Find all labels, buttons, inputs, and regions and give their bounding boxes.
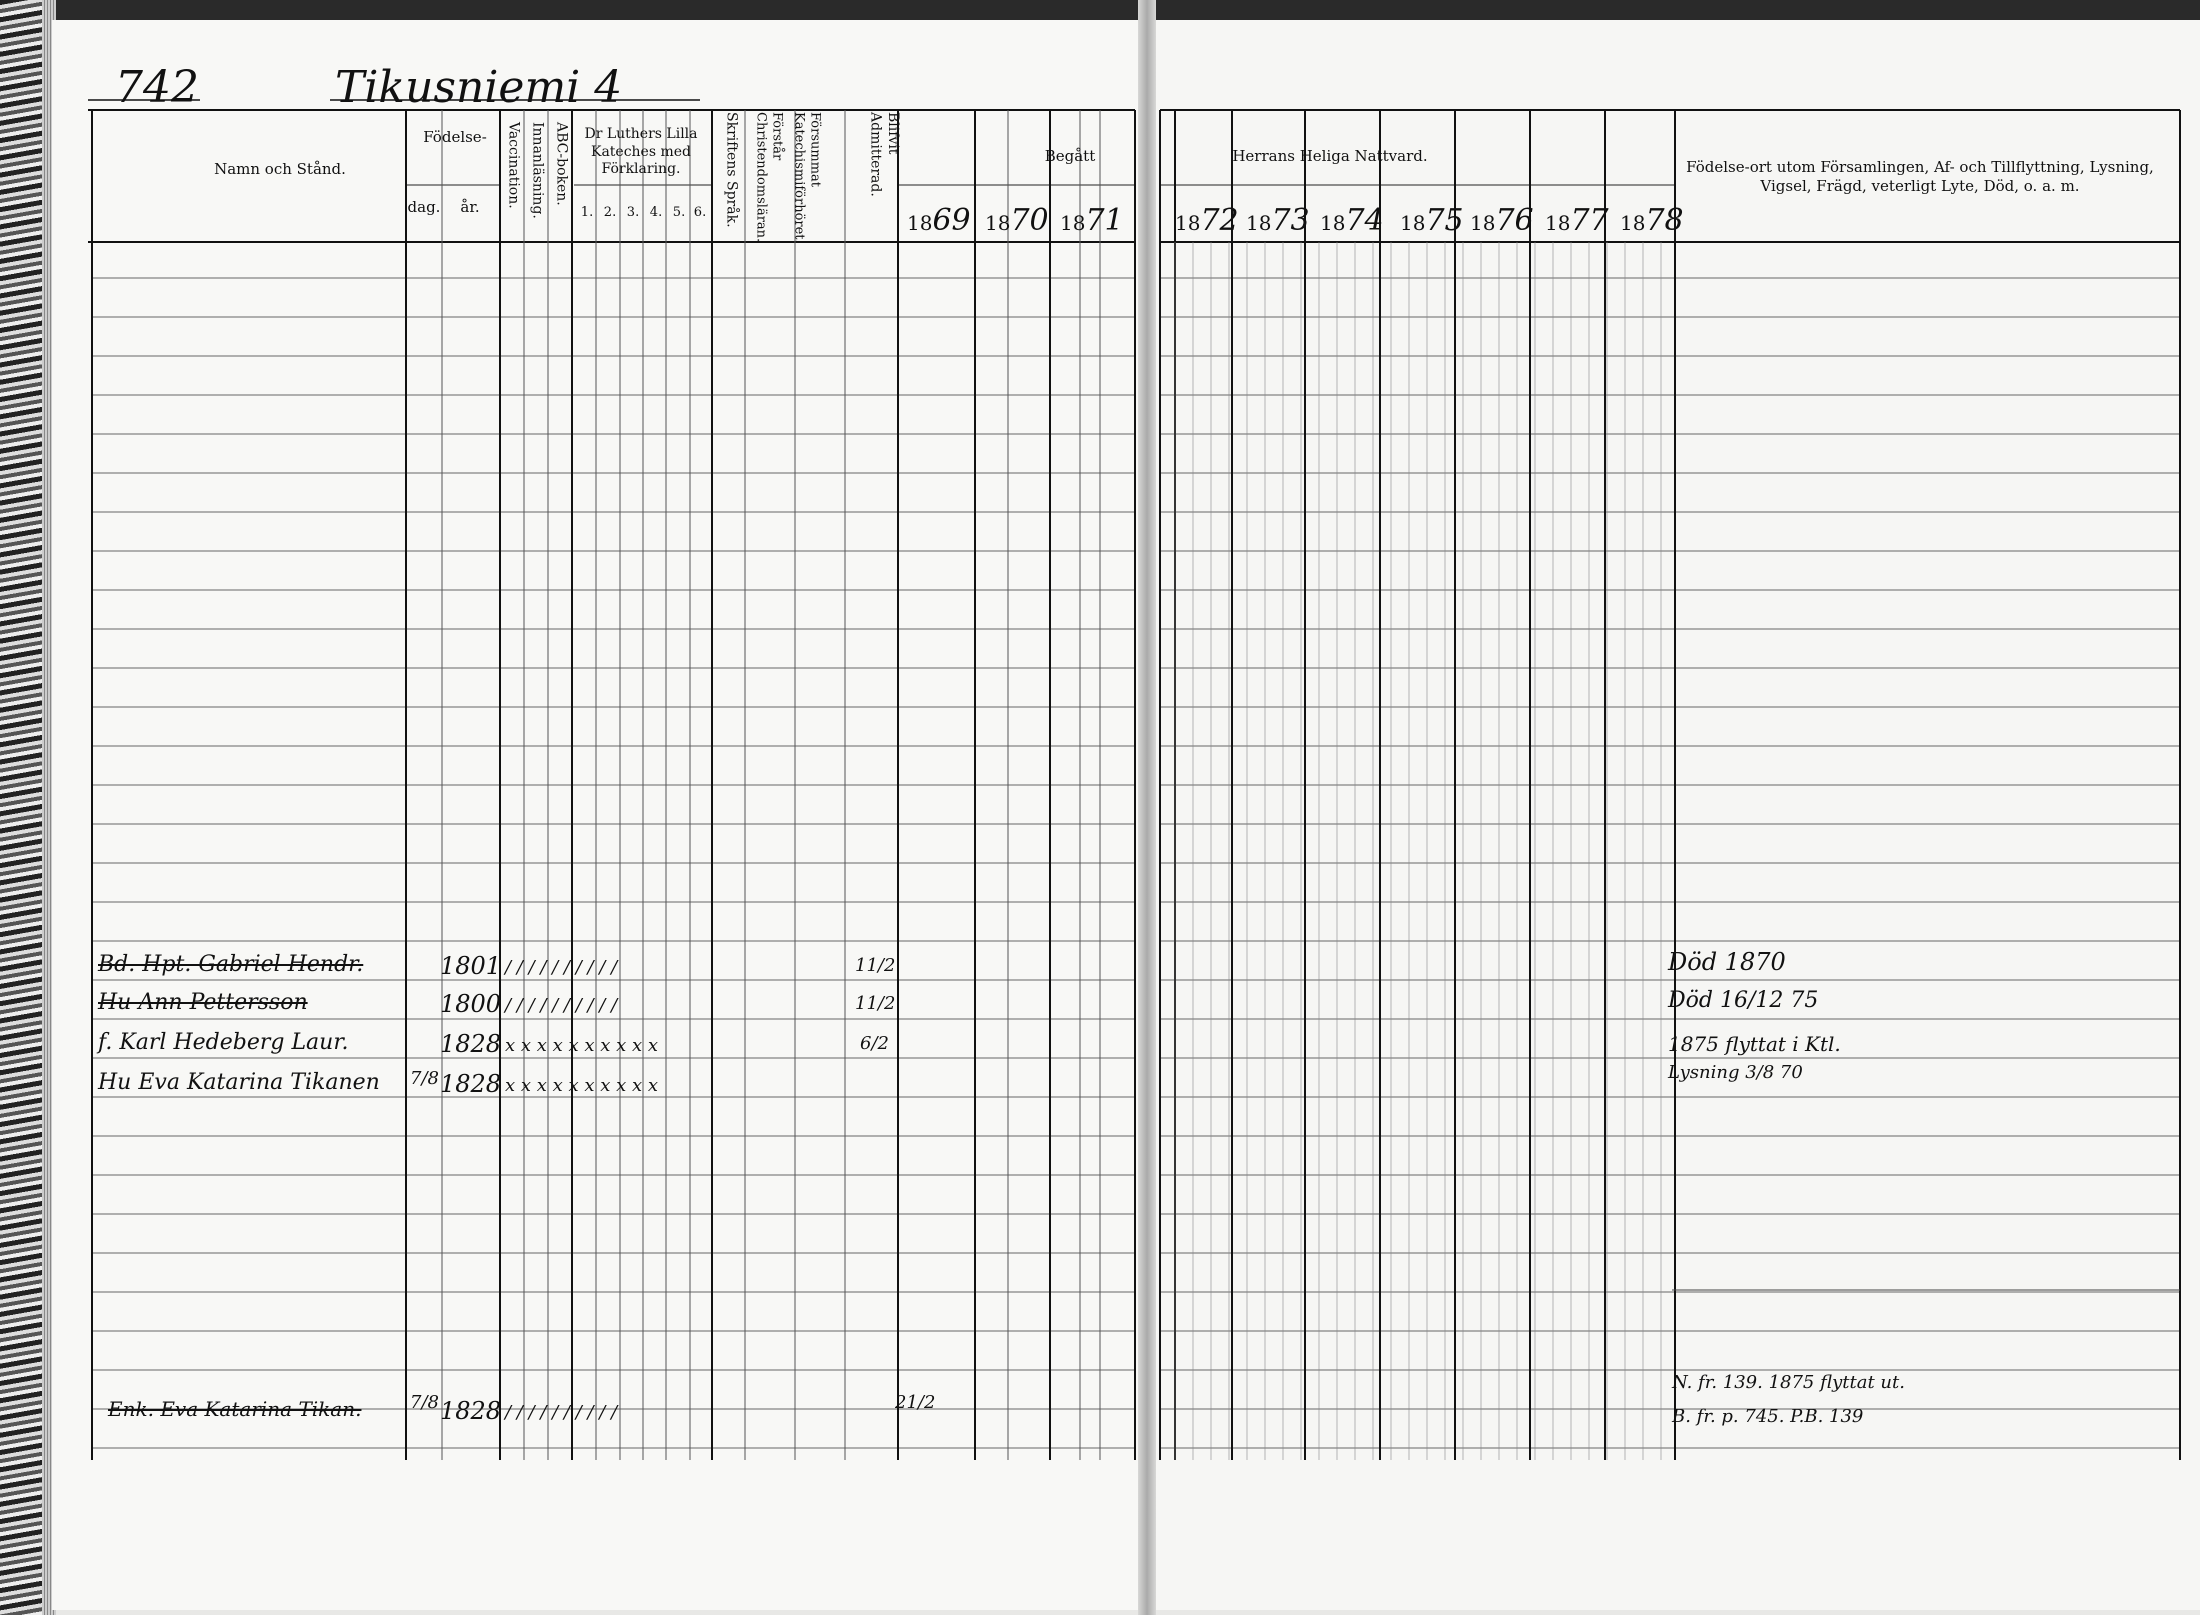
year-1875: 1875 <box>1400 203 1464 238</box>
year-1871: 1871 <box>1060 203 1124 238</box>
entry-3-note2: Lysning 3/8 70 <box>1668 1062 1803 1083</box>
entry-2-admitted: 11/2 <box>855 993 896 1014</box>
entry-5-admitted: 21/2 <box>895 1392 936 1413</box>
header-luther-4: 4. <box>649 205 663 220</box>
header-vaccination: Vaccination. <box>505 122 522 209</box>
entry-5-note2: B. fr. p. 745. P.B. 139 <box>1672 1406 1864 1427</box>
entry-3-note: 1875 flyttat i Ktl. <box>1668 1032 1841 1056</box>
entry-4-marks: x x x x x x x x x x <box>505 1075 659 1096</box>
header-abc: ABC-boken. <box>553 122 570 206</box>
entry-2-marks: / / / / / / / / / / <box>505 995 618 1016</box>
year-1869: 1869 <box>907 203 971 238</box>
year-1873: 1873 <box>1246 203 1310 238</box>
header-herrans: Herrans Heliga Nattvard. <box>1232 147 1428 165</box>
header-begatt: Begått <box>1044 147 1096 165</box>
entry-2-year: 1800 <box>440 990 502 1018</box>
entry-2-note: Död 16/12 75 <box>1668 988 1819 1013</box>
header-forsummat: Försummat Katechismiförhöret. <box>791 112 823 244</box>
entry-1-note: Död 1870 <box>1668 948 1786 976</box>
entry-1-marks: / / / / / / / / / / <box>505 957 618 978</box>
year-1872: 1872 <box>1175 203 1239 238</box>
entry-5-marks: / / / / / / / / / / <box>505 1402 618 1423</box>
header-ar: år. <box>460 198 480 216</box>
entry-1-admitted: 11/2 <box>855 955 896 976</box>
entry-2-name: Hu Ann Pettersson <box>98 990 308 1015</box>
header-luther-5: 5. <box>672 205 686 220</box>
header-luther-1: 1. <box>580 205 594 220</box>
entry-1-year: 1801 <box>440 952 502 980</box>
header-luther-2: 2. <box>603 205 617 220</box>
entry-4-name: Hu Eva Katarina Tikanen <box>98 1070 380 1095</box>
year-1877: 1877 <box>1545 203 1609 238</box>
header-luther: Dr Luthers Lilla Kateches med Förklaring. <box>584 126 698 177</box>
header-dag: dag. <box>407 198 441 216</box>
page-number: 742 <box>115 62 199 113</box>
header-fodelseort: Födelse-ort utom Församlingen, Af- och Tillflyttning, Lysning, Vigsel, Frägd, veterligt Lyte, Död, o. a. m. <box>1686 158 2154 195</box>
year-1870: 1870 <box>985 203 1049 238</box>
entry-4-day: 7/8 <box>410 1068 439 1089</box>
header-forstar: Förstår Christendomsläran. <box>753 112 785 243</box>
entry-1-name: Bd. Hpt. Gabriel Hendr. <box>98 952 364 977</box>
header-skriftens: Skriftens Språk. <box>723 112 740 228</box>
entry-3-name: f. Karl Hedeberg Laur. <box>98 1030 349 1055</box>
entry-3-admitted: 6/2 <box>860 1033 889 1054</box>
header-luther-6: 6. <box>693 205 707 220</box>
village-name: Tikusniemi 4 <box>335 62 623 113</box>
header-fodelse: Födelse- <box>423 128 487 146</box>
entry-5-year: 1828 <box>440 1397 502 1425</box>
header-namn: Namn och Stånd. <box>214 160 346 178</box>
entry-4-year: 1828 <box>440 1070 502 1098</box>
entry-5-day: 7/8 <box>410 1392 439 1413</box>
header-bliftit: Blifvit Admitterad. <box>867 112 901 197</box>
entry-5-name: Enk. Eva Katarina Tikan. <box>108 1397 362 1421</box>
year-1878: 1878 <box>1620 203 1684 238</box>
year-1876: 1876 <box>1470 203 1534 238</box>
entry-3-year: 1828 <box>440 1030 502 1058</box>
header-innanlasning: Innanläsning. <box>529 122 546 219</box>
entry-5-note: N. fr. 139. 1875 flyttat ut. <box>1672 1372 1905 1393</box>
year-1874: 1874 <box>1320 203 1384 238</box>
header-luther-3: 3. <box>626 205 640 220</box>
entry-3-marks: x x x x x x x x x x <box>505 1035 659 1056</box>
